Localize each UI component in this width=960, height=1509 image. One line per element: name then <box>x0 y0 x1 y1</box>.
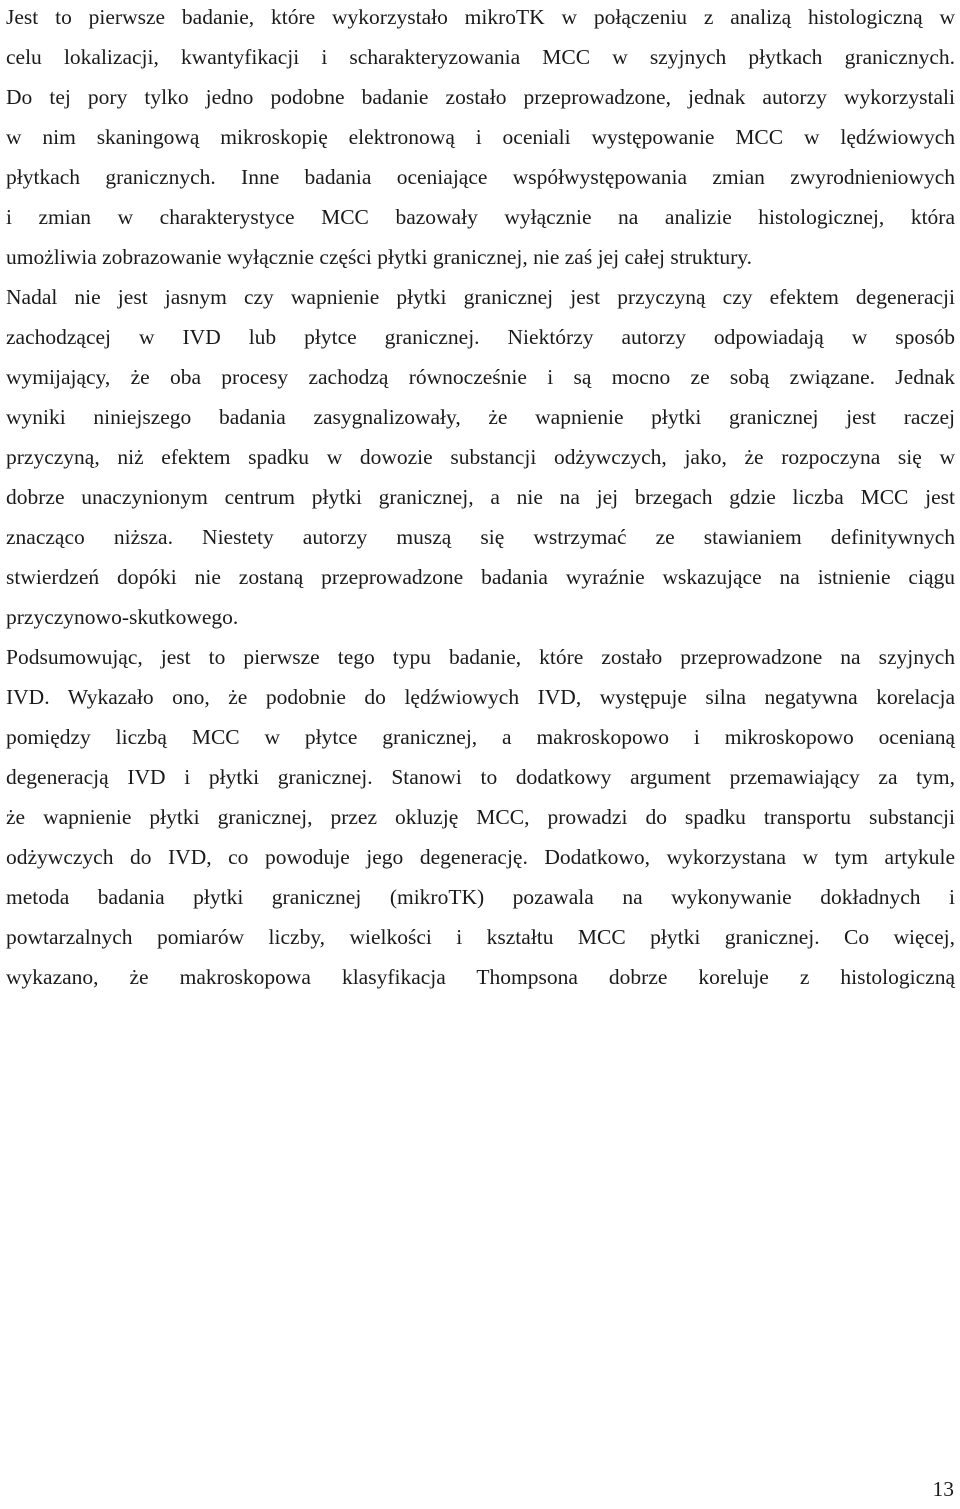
page-number: 13 <box>932 1477 954 1501</box>
text-line: Podsumowując, jest to pierwsze tego typu badanie, które zostało przeprowadzone na szyjnych <box>6 645 955 669</box>
text-line: że wapnienie płytki granicznej, przez okluzję MCC, prowadzi do spadku transportu substancji <box>6 805 955 829</box>
text-line: pomiędzy liczbą MCC w płytce granicznej, a makroskopowo i mikroskopowo ocenianą <box>6 725 955 749</box>
text-line: zachodzącej w IVD lub płytce granicznej. Niektórzy autorzy odpowiadają w sposób <box>6 325 955 349</box>
text-line: wymijający, że oba procesy zachodzą równocześnie i są mocno ze sobą związane. Jednak <box>6 365 955 389</box>
document-page <box>6 6 955 1006</box>
text-line: Jest to pierwsze badanie, które wykorzystało mikroTK w połączeniu z analizą histologiczną w <box>6 5 955 29</box>
text-line: przyczynowo-skutkowego. <box>6 605 239 629</box>
paragraph-2 <box>6 628 955 1006</box>
text-line: metoda badania płytki granicznej (mikroTK) pozawala na wykonywanie dokładnych i <box>6 885 955 909</box>
paragraph-1 <box>6 0 955 646</box>
text-line: wyniki niniejszego badania zasygnalizowały, że wapnienie płytki granicznej jest raczej <box>6 405 955 429</box>
text-line: stwierdzeń dopóki nie zostaną przeprowadzone badania wyraźnie wskazujące na istnienie ciągu <box>6 565 955 589</box>
text-line: odżywczych do IVD, co powoduje jego degenerację. Dodatkowo, wykorzystana w tym artykule <box>6 845 955 869</box>
text-line: degeneracją IVD i płytki granicznej. Stanowi to dodatkowy argument przemawiający za tym, <box>6 765 955 789</box>
text-line: przyczyną, niż efektem spadku w dowozie substancji odżywczych, jako, że rozpoczyna się w <box>6 445 955 469</box>
text-line: znacząco niższa. Niestety autorzy muszą się wstrzymać ze stawianiem definitywnych <box>6 525 955 549</box>
text-line: wykazano, że makroskopowa klasyfikacja Thompsona dobrze koreluje z histologiczną <box>6 965 955 989</box>
text-line: płytkach granicznych. Inne badania oceniające współwystępowania zmian zwyrodnieniowych <box>6 165 955 189</box>
text-line: celu lokalizacji, kwantyfikacji i scharakteryzowania MCC w szyjnych płytkach granicznych. <box>6 45 955 69</box>
text-line: Do tej pory tylko jedno podobne badanie zostało przeprowadzone, jednak autorzy wykorzystali <box>6 85 955 109</box>
text-line: w nim skaningową mikroskopię elektronową i oceniali występowanie MCC w lędźwiowych <box>6 125 955 149</box>
text-line: umożliwia zobrazowanie wyłącznie części płytki granicznej, nie zaś jej całej struktury. <box>6 245 753 269</box>
text-line: i zmian w charakterystyce MCC bazowały wyłącznie na analizie histologicznej, która <box>6 205 955 229</box>
text-line: IVD. Wykazało ono, że podobnie do lędźwiowych IVD, występuje silna negatywna korelacja <box>6 685 955 709</box>
text-line: Nadal nie jest jasnym czy wapnienie płytki granicznej jest przyczyną czy efektem degeneracji <box>6 285 955 309</box>
text-line: dobrze unaczynionym centrum płytki granicznej, a nie na jej brzegach gdzie liczba MCC jest <box>6 485 955 509</box>
text-line: powtarzalnych pomiarów liczby, wielkości i kształtu MCC płytki granicznej. Co więcej, <box>6 925 955 949</box>
